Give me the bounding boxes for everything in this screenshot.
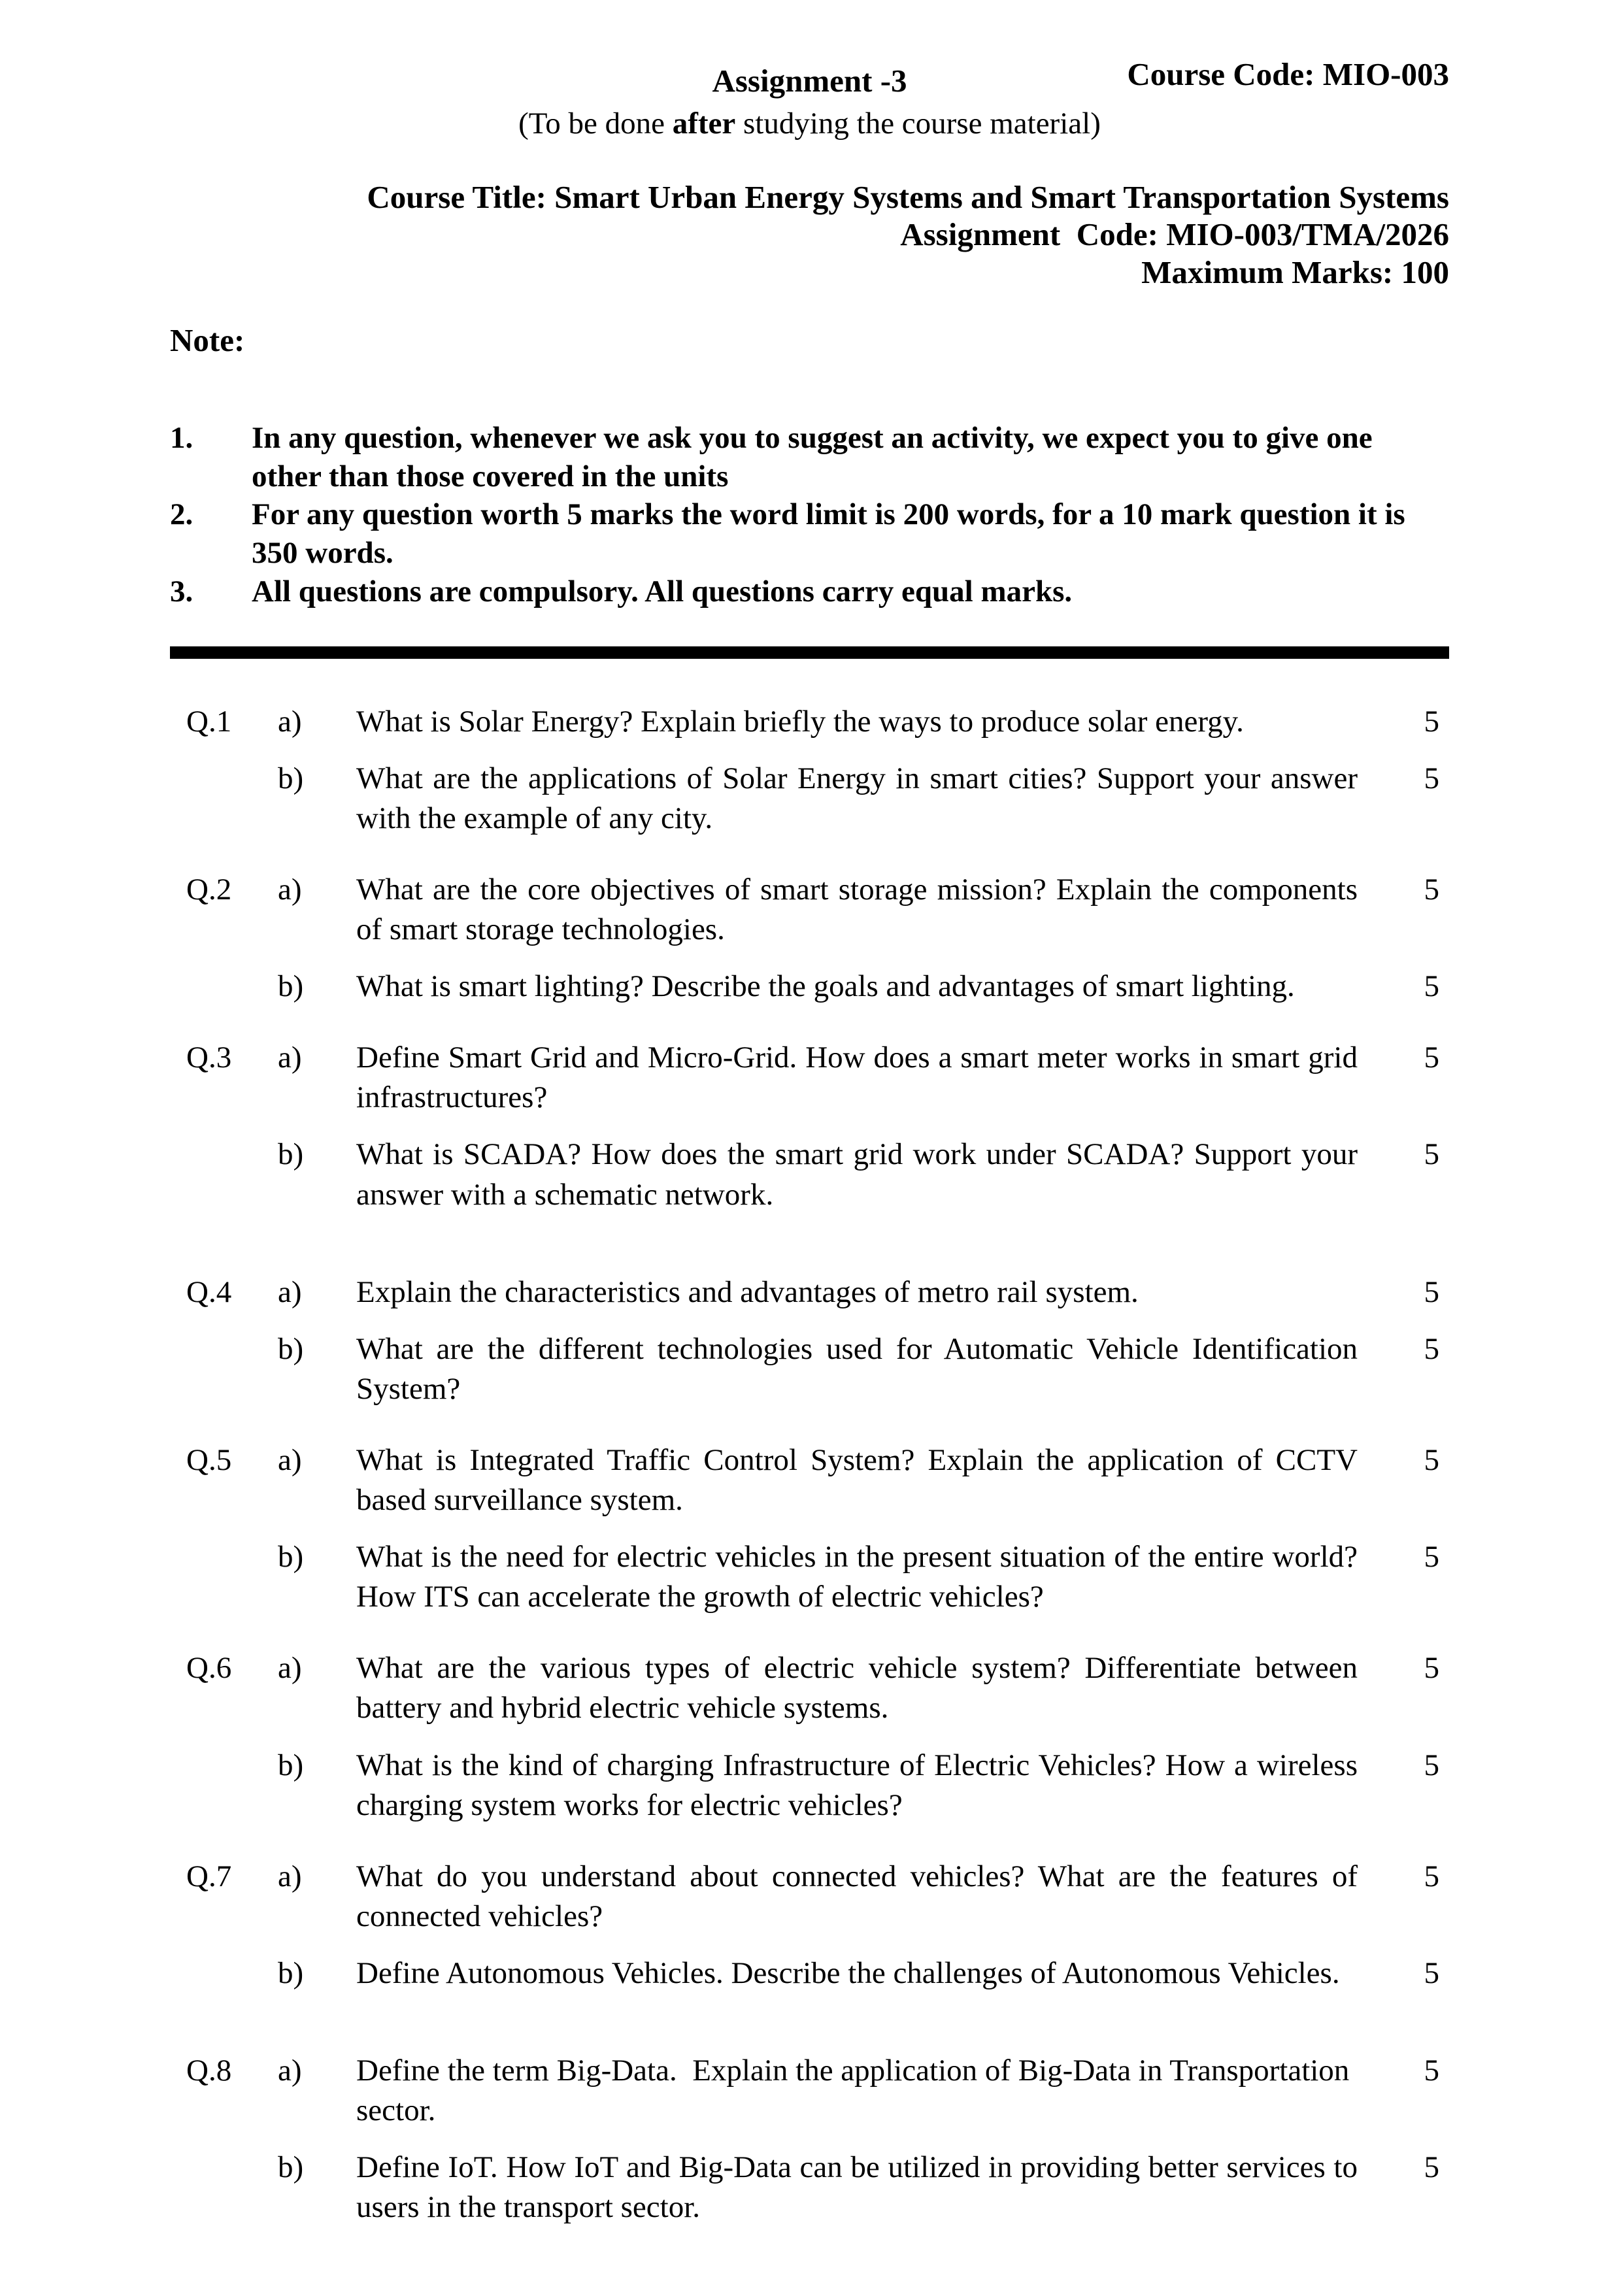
question-row-q4b bbox=[186, 1329, 1449, 1409]
question-part-letter: a) bbox=[278, 1651, 302, 1686]
question-row-q2a bbox=[186, 870, 1449, 950]
course-title: Course Title: Smart Urban Energy Systems and Smart Transportation Systems bbox=[367, 178, 1449, 215]
question-part-letter: b) bbox=[278, 969, 304, 1004]
question-row-q3a bbox=[186, 1038, 1449, 1118]
question-row-q6a bbox=[186, 1648, 1449, 1728]
question-marks: 5 bbox=[1424, 1651, 1439, 1686]
subtitle-suffix: studying the course material) bbox=[735, 106, 1101, 141]
question-row-q3b bbox=[186, 1135, 1449, 1214]
question-part-letter: b) bbox=[278, 761, 304, 795]
question-text: What is SCADA? How does the smart grid work under SCADA? Support your answer with a schematic network. bbox=[356, 1137, 1365, 1212]
question-part-letter: b) bbox=[278, 2150, 304, 2185]
assignment-title: Assignment -3 bbox=[712, 63, 907, 99]
note-number: 2. bbox=[170, 497, 193, 532]
question-row-q4a bbox=[186, 1273, 1449, 1312]
note-text: In any question, whenever we ask you to suggest an activity, we expect you to give one other than those covered in the units bbox=[252, 420, 1373, 493]
note-item bbox=[170, 495, 1449, 573]
note-text: All questions are compulsory. All questions carry equal marks. bbox=[252, 574, 1073, 608]
question-row-q8a bbox=[186, 2051, 1449, 2131]
document-header bbox=[170, 56, 1449, 143]
question-marks: 5 bbox=[1424, 761, 1439, 795]
question-text: What is the need for electric vehicles in the present situation of the entire world? How ITS can accelerate the growth of electric vehicles? bbox=[356, 1540, 1365, 1614]
question-marks: 5 bbox=[1424, 1331, 1439, 1366]
course-info-block bbox=[170, 178, 1449, 291]
question-number: Q.4 bbox=[186, 1274, 232, 1309]
question-text: Define the term Big-Data. Explain the application of Big-Data in Transportation sector. bbox=[356, 2053, 1358, 2128]
question-text: Define Smart Grid and Micro-Grid. How does a smart meter works in smart grid infrastructures? bbox=[356, 1040, 1365, 1115]
question-text: What is smart lighting? Describe the goals and advantages of smart lighting. bbox=[356, 969, 1295, 1004]
question-text: What are the various types of electric vehicle system? Differentiate between battery and hybrid electric vehicle systems. bbox=[356, 1651, 1365, 1725]
notes-list bbox=[170, 419, 1449, 611]
subtitle-prefix: (To be done bbox=[518, 106, 673, 141]
question-marks: 5 bbox=[1424, 704, 1439, 739]
question-row-q5a bbox=[186, 1440, 1449, 1520]
question-number: Q.6 bbox=[186, 1651, 232, 1686]
question-text: What are the core objectives of smart storage mission? Explain the components of smart storage technologies. bbox=[356, 873, 1365, 947]
assignment-subtitle bbox=[170, 105, 1449, 143]
question-part-letter: b) bbox=[278, 1137, 304, 1172]
question-row-q2b bbox=[186, 967, 1449, 1007]
question-part-letter: a) bbox=[278, 1442, 302, 1477]
question-row-q1a bbox=[186, 702, 1449, 742]
question-row-q1b bbox=[186, 759, 1449, 839]
question-text: What are the different technologies used for Automatic Vehicle Identification System? bbox=[356, 1331, 1365, 1406]
question-row-q6b bbox=[186, 1746, 1449, 1825]
note-label: Note: bbox=[170, 322, 245, 358]
question-number: Q.2 bbox=[186, 873, 232, 907]
question-text: What do you understand about connected vehicles? What are the features of connected vehicles? bbox=[356, 1859, 1365, 1933]
question-part-letter: a) bbox=[278, 1040, 302, 1075]
question-text: Define IoT. How IoT and Big-Data can be utilized in providing better services to users in the transport sector. bbox=[356, 2150, 1365, 2225]
question-part-letter: b) bbox=[278, 1955, 304, 1990]
question-marks: 5 bbox=[1424, 2150, 1439, 2185]
question-number: Q.7 bbox=[186, 1859, 232, 1893]
question-part-letter: a) bbox=[278, 1274, 302, 1309]
course-code: Course Code: MIO-003 bbox=[1127, 56, 1449, 92]
question-text: What are the applications of Solar Energy in smart cities? Support your answer with the example of any city. bbox=[356, 761, 1365, 835]
question-row-q5b bbox=[186, 1537, 1449, 1617]
question-part-letter: a) bbox=[278, 873, 302, 907]
note-item bbox=[170, 419, 1449, 496]
question-marks: 5 bbox=[1424, 969, 1439, 1004]
question-marks: 5 bbox=[1424, 1274, 1439, 1309]
maximum-marks: Maximum Marks: 100 bbox=[1141, 254, 1449, 291]
note-number: 1. bbox=[170, 420, 193, 455]
question-text: What is Integrated Traffic Control System? Explain the application of CCTV based surveillance system. bbox=[356, 1442, 1365, 1518]
question-part-letter: a) bbox=[278, 704, 302, 739]
question-row-q8b bbox=[186, 2148, 1449, 2227]
question-number: Q.1 bbox=[186, 704, 232, 739]
section-divider-rule bbox=[170, 646, 1449, 659]
question-part-letter: b) bbox=[278, 1748, 304, 1782]
question-text: Explain the characteristics and advantages of metro rail system. bbox=[356, 1274, 1139, 1309]
subtitle-bold-word: after bbox=[672, 106, 736, 141]
note-item bbox=[170, 573, 1449, 611]
note-text: For any question worth 5 marks the word limit is 200 words, for a 10 mark question it is 350 words. bbox=[252, 497, 1405, 571]
question-marks: 5 bbox=[1424, 1540, 1439, 1574]
question-part-letter: a) bbox=[278, 1859, 302, 1893]
question-number: Q.8 bbox=[186, 2053, 232, 2088]
question-part-letter: b) bbox=[278, 1331, 304, 1366]
questions-list bbox=[170, 702, 1449, 2228]
question-marks: 5 bbox=[1424, 1442, 1439, 1477]
question-row-q7b bbox=[186, 1954, 1449, 1993]
question-number: Q.5 bbox=[186, 1442, 232, 1477]
assignment-code: Assignment Code: MIO-003/TMA/2026 bbox=[900, 216, 1449, 253]
question-marks: 5 bbox=[1424, 1137, 1439, 1172]
question-text: Define Autonomous Vehicles. Describe the challenges of Autonomous Vehicles. bbox=[356, 1955, 1340, 1990]
question-marks: 5 bbox=[1424, 873, 1439, 907]
question-marks: 5 bbox=[1424, 1040, 1439, 1075]
question-number: Q.3 bbox=[186, 1040, 232, 1075]
question-marks: 5 bbox=[1424, 1955, 1439, 1990]
question-text: What is the kind of charging Infrastructure of Electric Vehicles? How a wireless charging system works for electric vehicles? bbox=[356, 1748, 1365, 1822]
question-part-letter: b) bbox=[278, 1540, 304, 1574]
question-marks: 5 bbox=[1424, 1748, 1439, 1782]
question-row-q7a bbox=[186, 1857, 1449, 1937]
question-text: What is Solar Energy? Explain briefly the ways to produce solar energy. bbox=[356, 704, 1244, 739]
question-marks: 5 bbox=[1424, 1859, 1439, 1893]
question-marks: 5 bbox=[1424, 2053, 1439, 2088]
note-number: 3. bbox=[170, 574, 193, 608]
question-part-letter: a) bbox=[278, 2053, 302, 2088]
